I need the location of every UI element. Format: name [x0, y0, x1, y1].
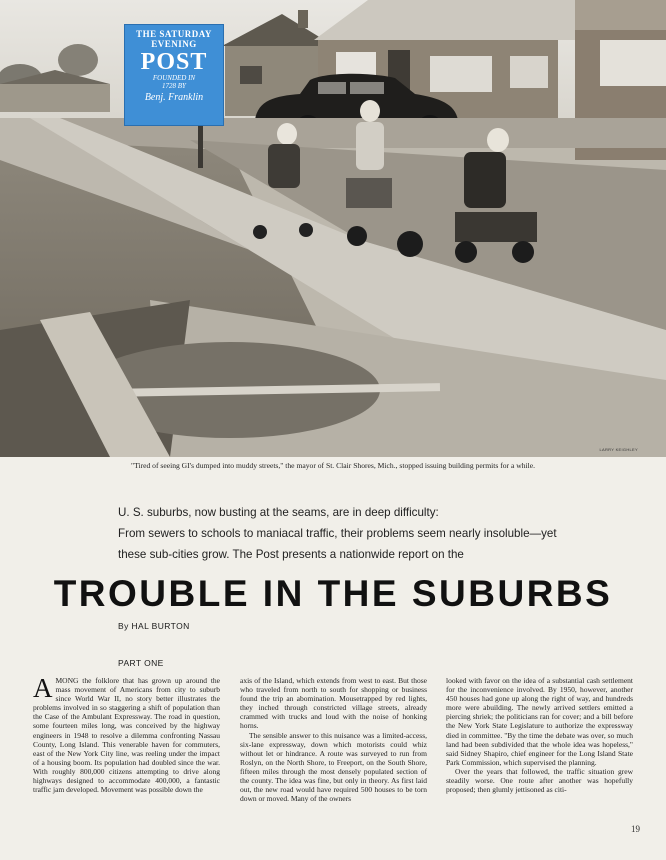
logo-year: 1728 BY — [162, 82, 186, 90]
column-3-paragraph-1: looked with favor on the idea of a substantial cash settlement for the inconvenience involved. By 1950, however, another 450 houses had gone up along the right of way, and hundreds more were abuilding. The newly arrived settlers emitted a piercing shriek; the politicians ran for cover; and a bill before the New York State Legislature to authorize the expressway died in committee. "By the time the debate was over, so much land had been subdivided that the whole idea was hopeless," said Sidney Shapiro, chief engineer for the Long Island State Park Commission, which supervised the planning. — [446, 676, 633, 767]
body-column-1 — [33, 673, 220, 795]
saturday-evening-post-logo — [124, 24, 224, 126]
logo-line-2: EVENING — [151, 39, 197, 49]
logo-founded: FOUNDED IN — [152, 74, 196, 82]
photo-credit: LARRY KEIGHLEY — [599, 447, 638, 452]
column-1-paragraph-1 — [33, 673, 220, 795]
column-2-paragraph-2: The sensible answer to this nuisance was a limited-access, six-lane expressway, down which motorists could whiz without let or hindrance. A route was surveyed to run from Roslyn, on the North Shore, to Freeport, on the South Shore, fifteen miles through the most densely populated section of the county. The idea was fine, but only in theory. As first laid out, the new road would have required 500 houses to be torn down or moved. Many of the owners — [240, 730, 427, 804]
column-1-text: MONG the folklore that has grown up around the mass movement of Americans from city to suburb since World War II, no story better illustrates the problems involved in so staggering a shift of population than the Case of the Ambulant Expressway. The road in question, some fourteen miles long, was conceived by the highway engineers in 1948 to resolve a dilemma confronting Nassau County, Long Island. This venerable haven for commuters, east of the New York City line, was reeling under the impact of a housing boom. Its population had doubled since the war. With roughly 800,000 citizens attempting to drive along highways designed to accommodate 400,000, a fantastic traffic jam developed. Movement was possible down the — [33, 676, 220, 795]
part-label: PART ONE — [118, 658, 164, 668]
deck-line-3: these sub-cities grow. The Post presents a nationwide report on the — [118, 548, 464, 561]
deck-line-1: U. S. suburbs, now busting at the seams, are in deep difficulty: — [118, 506, 439, 519]
logo-line-1: THE SATURDAY — [136, 29, 212, 39]
body-column-3 — [446, 676, 633, 794]
body-column-2 — [240, 676, 427, 803]
byline: By HAL BURTON — [118, 621, 190, 631]
logo-signature: Benj. Franklin — [144, 92, 204, 103]
drop-cap: A — [33, 673, 53, 703]
column-2-paragraph-1: axis of the Island, which extends from west to east. But those who traveled from north to south for shopping or business found the trip an abomination. Mousetrapped by red lights, they inched through constricted village streets, already crammed with trucks and loud with the noise of honking horns. — [240, 676, 427, 731]
article-headline: TROUBLE IN THE SUBURBS — [53, 573, 613, 614]
column-3-paragraph-2: Over the years that followed, the traffic situation grew steadily worse. One route after another was hopefully proposed; then glumly jettisoned as citi- — [446, 766, 633, 795]
logo-post: POST — [140, 49, 208, 75]
photo-caption: "Tired of seeing GI's dumped into muddy streets," the mayor of St. Clair Shores, Mich., stopped issuing building permits for a while. — [130, 461, 536, 470]
deck-line-2: From sewers to schools to maniacal traffic, their problems seem nearly insoluble—yet — [118, 527, 557, 540]
page-number: 19 — [631, 824, 640, 834]
